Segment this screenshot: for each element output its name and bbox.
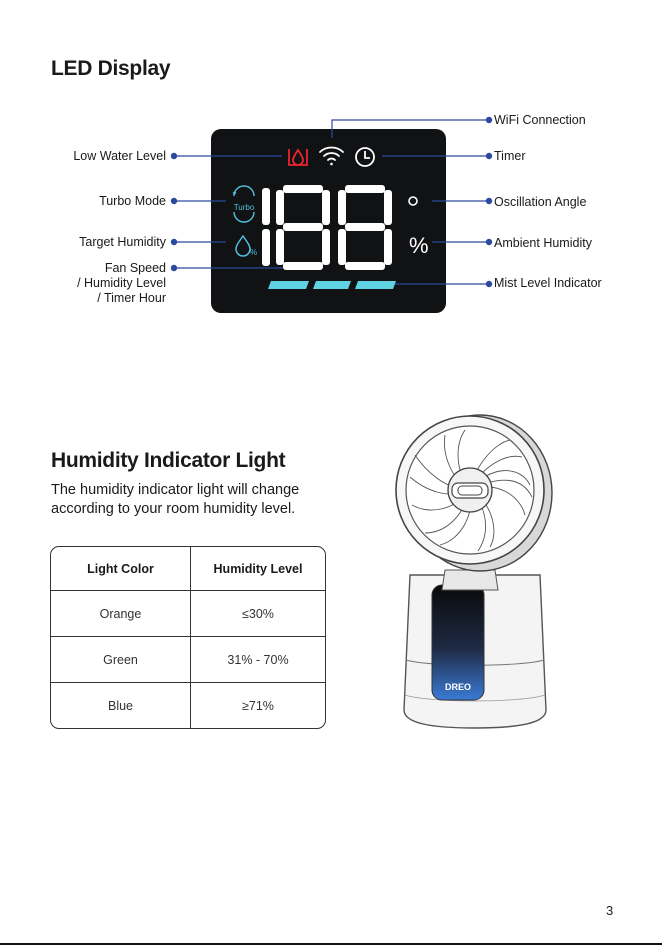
table-row [51, 591, 325, 637]
turbo-label: Turbo Mode [99, 194, 166, 208]
svg-text:Turbo: Turbo [233, 203, 255, 212]
table-cell-color: Green [51, 637, 191, 683]
target-humidity-label: Target Humidity [79, 235, 166, 249]
table-cell-level: ≤30% [191, 591, 325, 637]
table-header-light-color: Light Color [51, 547, 191, 591]
footer-rule [0, 943, 662, 945]
table-row [51, 683, 325, 728]
percent-symbol: % [409, 233, 429, 258]
wifi-label: WiFi Connection [494, 113, 586, 127]
dreo-logo: DREO [444, 682, 472, 692]
table-header-humidity-level: Humidity Level [191, 547, 325, 591]
page-number: 3 [606, 903, 614, 918]
table-cell-color: Orange [51, 591, 191, 637]
low-water-label: Low Water Level [73, 149, 166, 163]
led-display-panel [211, 129, 446, 313]
table-cell-level: 31% - 70% [191, 637, 325, 683]
svg-text:%: % [250, 248, 258, 257]
humidity-indicator-title: Humidity Indicator Light [51, 449, 286, 472]
table-cell-level: ≥71% [242, 698, 274, 713]
ambient-humidity-label: Ambient Humidity [494, 236, 592, 250]
humidity-intro-line2: according to your room humidity level. [51, 501, 296, 517]
humidity-intro-line1: The humidity indicator light will change [51, 482, 300, 498]
humidity-table [50, 546, 326, 729]
table-header-row [51, 547, 325, 591]
humidifier-fan-illustration [370, 405, 570, 735]
humidity-level-label: / Humidity Level [77, 276, 166, 290]
mist-level-label: Mist Level Indicator [494, 276, 602, 290]
timer-hour-label: / Timer Hour [97, 291, 166, 305]
table-row [51, 637, 325, 683]
fan-speed-label: Fan Speed [104, 261, 166, 275]
oscillation-label: Oscillation Angle [494, 195, 587, 209]
timer-label: Timer [494, 149, 526, 163]
table-cell-color: Blue [51, 683, 191, 728]
led-display-title: LED Display [51, 57, 171, 80]
